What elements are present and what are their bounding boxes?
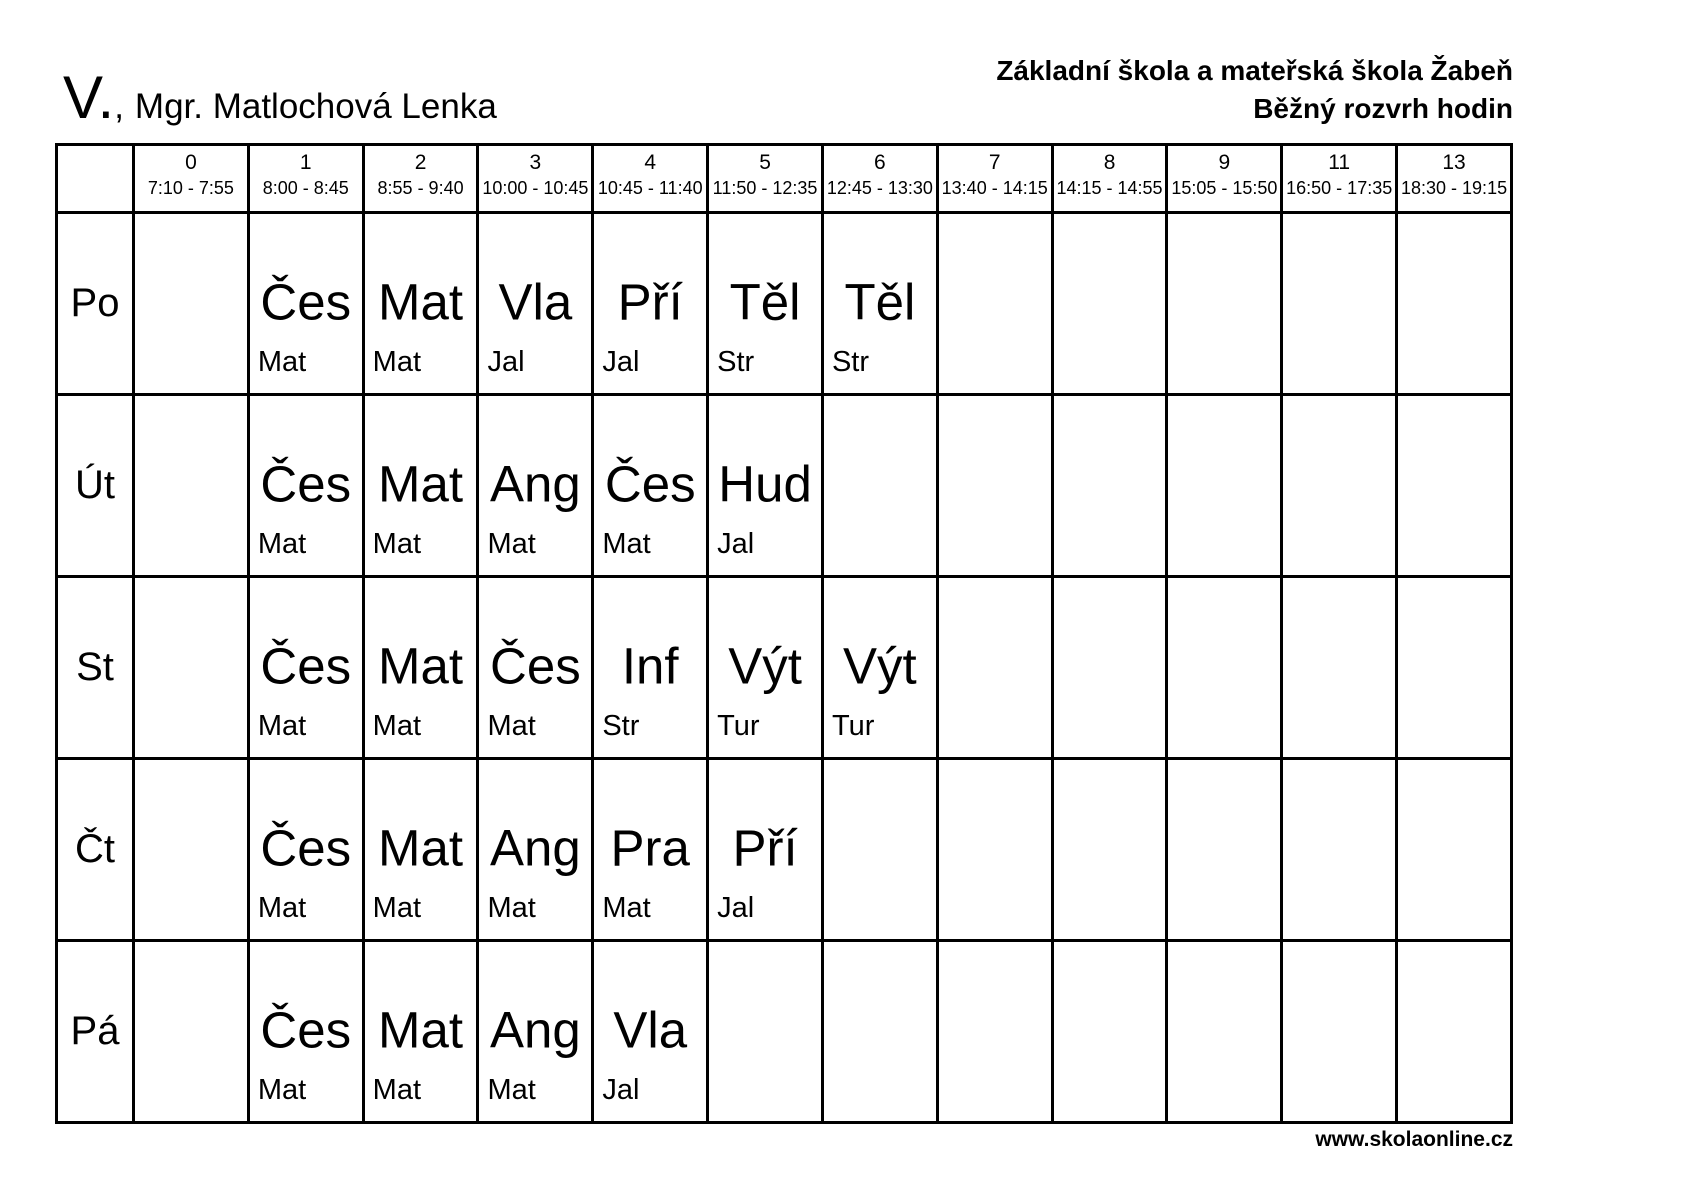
empty-cell	[1397, 759, 1512, 941]
lesson-cell	[593, 395, 708, 577]
subject-abbreviation: Čes	[260, 636, 352, 694]
teacher-abbreviation: Str	[602, 710, 640, 742]
day-row	[57, 941, 1512, 1123]
empty-cell	[937, 395, 1052, 577]
empty-cell	[1397, 577, 1512, 759]
period-header-9	[1167, 145, 1282, 213]
period-number: 9	[1218, 151, 1231, 174]
period-number: 11	[1328, 151, 1351, 174]
empty-cell	[1167, 395, 1282, 577]
subject-abbreviation: Čes	[260, 1000, 352, 1058]
period-time: 8:00 - 8:45	[262, 178, 349, 198]
teacher-abbreviation: Mat	[257, 1074, 307, 1106]
empty-cell	[1052, 395, 1167, 577]
lesson-cell	[248, 941, 363, 1123]
period-header-4	[593, 145, 708, 213]
period-number: 2	[414, 151, 427, 174]
period-header-6	[822, 145, 937, 213]
period-number: 6	[874, 151, 886, 174]
subject-abbreviation: Pra	[610, 818, 690, 876]
period-header-1	[248, 145, 363, 213]
period-time: 10:45 - 11:40	[597, 178, 703, 198]
period-number: 0	[185, 151, 197, 174]
empty-cell	[1052, 941, 1167, 1123]
period-time: 14:15 - 14:55	[1056, 178, 1163, 198]
period-time: 12:45 - 13:30	[826, 178, 933, 198]
period-number: 3	[529, 151, 542, 174]
subject-abbreviation: Mat	[378, 1000, 464, 1058]
lesson-cell	[593, 759, 708, 941]
teacher-abbreviation: Mat	[257, 710, 307, 742]
day-row	[57, 759, 1512, 941]
empty-cell	[1397, 395, 1512, 577]
lesson-cell	[822, 577, 937, 759]
empty-cell	[1397, 213, 1512, 395]
lesson-cell	[478, 577, 593, 759]
subject-abbreviation: Ang	[490, 454, 581, 512]
period-time: 8:55 - 9:40	[377, 178, 464, 198]
empty-cell	[1052, 577, 1167, 759]
lesson-cell	[248, 759, 363, 941]
empty-cell	[1282, 941, 1397, 1123]
empty-cell	[1397, 941, 1512, 1123]
period-time: 13:40 - 14:15	[941, 178, 1048, 198]
page-title	[63, 64, 497, 131]
teacher-abbreviation: Jal	[487, 346, 525, 378]
teacher-abbreviation: Mat	[257, 892, 307, 924]
empty-cell	[822, 941, 937, 1123]
empty-cell	[134, 395, 249, 577]
class-label: V.	[63, 64, 115, 131]
subject-abbreviation: Inf	[621, 636, 679, 694]
empty-cell	[1052, 759, 1167, 941]
period-header-3	[478, 145, 593, 213]
teacher-abbreviation: Str	[717, 346, 755, 378]
period-number: 8	[1103, 151, 1116, 174]
day-row	[57, 577, 1512, 759]
day-label: Po	[57, 213, 134, 395]
lesson-cell	[248, 577, 363, 759]
empty-cell	[134, 577, 249, 759]
subject-abbreviation: Čes	[260, 818, 352, 876]
period-time: 10:00 - 10:45	[482, 178, 589, 198]
period-number: 1	[299, 151, 312, 174]
period-header-2	[363, 145, 478, 213]
period-header-13	[1397, 145, 1512, 213]
teacher-abbreviation: Mat	[257, 346, 307, 378]
lesson-cell	[478, 759, 593, 941]
day-label: Pá	[57, 941, 134, 1123]
day-label: St	[57, 577, 134, 759]
empty-cell	[1282, 395, 1397, 577]
empty-cell	[822, 759, 937, 941]
subject-abbreviation: Čes	[260, 272, 352, 330]
teacher-abbreviation: Mat	[372, 1074, 421, 1106]
lesson-cell	[363, 577, 478, 759]
teacher-abbreviation: Jal	[602, 346, 640, 378]
subject-abbreviation: Čes	[490, 636, 581, 694]
lesson-cell	[593, 213, 708, 395]
lesson-cell	[593, 941, 708, 1123]
subject-abbreviation: Výt	[728, 636, 802, 694]
subject-abbreviation: Mat	[378, 636, 464, 694]
empty-cell	[134, 213, 249, 395]
lesson-cell	[708, 213, 823, 395]
period-header-11	[1282, 145, 1397, 213]
subject-abbreviation: Pří	[617, 272, 683, 330]
empty-cell	[134, 941, 249, 1123]
empty-cell	[937, 759, 1052, 941]
empty-cell	[1167, 759, 1282, 941]
period-time: 7:10 - 7:55	[147, 178, 234, 198]
schedule-type: Běžný rozvrh hodin	[1253, 93, 1513, 124]
corner-cell	[57, 145, 134, 213]
lesson-cell	[248, 395, 363, 577]
subject-abbreviation: Vla	[498, 272, 573, 330]
period-header-8	[1052, 145, 1167, 213]
teacher-abbreviation: Mat	[602, 528, 651, 560]
lesson-cell	[822, 213, 937, 395]
lesson-cell	[478, 941, 593, 1123]
teacher-abbreviation: Mat	[372, 346, 421, 378]
empty-cell	[822, 395, 937, 577]
period-number: 13	[1442, 151, 1466, 174]
subject-abbreviation: Těl	[729, 272, 801, 330]
school-header	[996, 52, 1513, 128]
empty-cell	[1052, 213, 1167, 395]
teacher-abbreviation: Mat	[487, 1074, 536, 1106]
teacher-abbreviation: Mat	[487, 528, 536, 560]
empty-cell	[1282, 759, 1397, 941]
empty-cell	[937, 213, 1052, 395]
subject-abbreviation: Výt	[843, 636, 917, 694]
lesson-cell	[593, 577, 708, 759]
empty-cell	[134, 759, 249, 941]
lesson-cell	[708, 759, 823, 941]
teacher-abbreviation: Mat	[487, 892, 536, 924]
day-label: Út	[57, 395, 134, 577]
teacher-abbreviation: Mat	[602, 892, 651, 924]
teacher-abbreviation: Jal	[602, 1074, 640, 1106]
subject-abbreviation: Ang	[490, 818, 581, 876]
empty-cell	[1282, 213, 1397, 395]
period-number: 4	[644, 151, 657, 174]
lesson-cell	[363, 395, 478, 577]
day-row	[57, 395, 1512, 577]
school-name: Základní škola a mateřská škola Žabeň	[996, 55, 1513, 86]
empty-cell	[937, 577, 1052, 759]
period-number: 5	[759, 151, 771, 174]
subject-abbreviation: Pří	[732, 818, 798, 876]
lesson-cell	[478, 395, 593, 577]
teacher-abbreviation: Jal	[717, 528, 755, 560]
subject-abbreviation: Vla	[613, 1000, 688, 1058]
period-header-7	[937, 145, 1052, 213]
timetable	[55, 143, 1513, 1124]
subject-abbreviation: Ang	[490, 1000, 581, 1058]
lesson-cell	[248, 213, 363, 395]
subject-abbreviation: Čes	[260, 454, 352, 512]
period-header-5	[708, 145, 823, 213]
period-time: 18:30 - 19:15	[1401, 178, 1508, 198]
lesson-cell	[363, 759, 478, 941]
teacher-abbreviation: Mat	[372, 528, 421, 560]
period-header-0	[134, 145, 249, 213]
subject-abbreviation: Mat	[378, 454, 464, 512]
day-label: Čt	[57, 759, 134, 941]
period-number: 7	[988, 151, 1001, 174]
teacher-abbreviation: Mat	[372, 892, 421, 924]
lesson-cell	[708, 395, 823, 577]
subject-abbreviation: Čes	[604, 454, 696, 512]
lesson-cell	[478, 213, 593, 395]
period-time: 11:50 - 12:35	[712, 178, 818, 198]
subject-abbreviation: Hud	[718, 454, 812, 512]
teacher-abbreviation: Mat	[487, 710, 536, 742]
empty-cell	[1167, 213, 1282, 395]
teacher-abbreviation: Mat	[372, 710, 421, 742]
title-separator: ,	[114, 87, 124, 126]
lesson-cell	[363, 213, 478, 395]
empty-cell	[1167, 577, 1282, 759]
lesson-cell	[363, 941, 478, 1123]
teacher-name: Mgr. Matlochová Lenka	[134, 87, 497, 126]
day-row	[57, 213, 1512, 395]
teacher-abbreviation: Mat	[257, 528, 307, 560]
subject-abbreviation: Mat	[378, 272, 464, 330]
empty-cell	[708, 941, 823, 1123]
teacher-abbreviation: Tur	[831, 710, 875, 742]
subject-abbreviation: Těl	[844, 272, 916, 330]
teacher-abbreviation: Tur	[717, 710, 760, 742]
teacher-abbreviation: Str	[831, 346, 870, 378]
lesson-cell	[708, 577, 823, 759]
empty-cell	[937, 941, 1052, 1123]
teacher-abbreviation: Jal	[717, 892, 755, 924]
website-link[interactable]: www.skolaonline.cz	[1315, 1128, 1513, 1151]
empty-cell	[1167, 941, 1282, 1123]
period-time: 15:05 - 15:50	[1171, 178, 1278, 198]
empty-cell	[1282, 577, 1397, 759]
period-header-row	[57, 145, 1512, 213]
period-time: 16:50 - 17:35	[1286, 178, 1393, 198]
subject-abbreviation: Mat	[378, 818, 464, 876]
